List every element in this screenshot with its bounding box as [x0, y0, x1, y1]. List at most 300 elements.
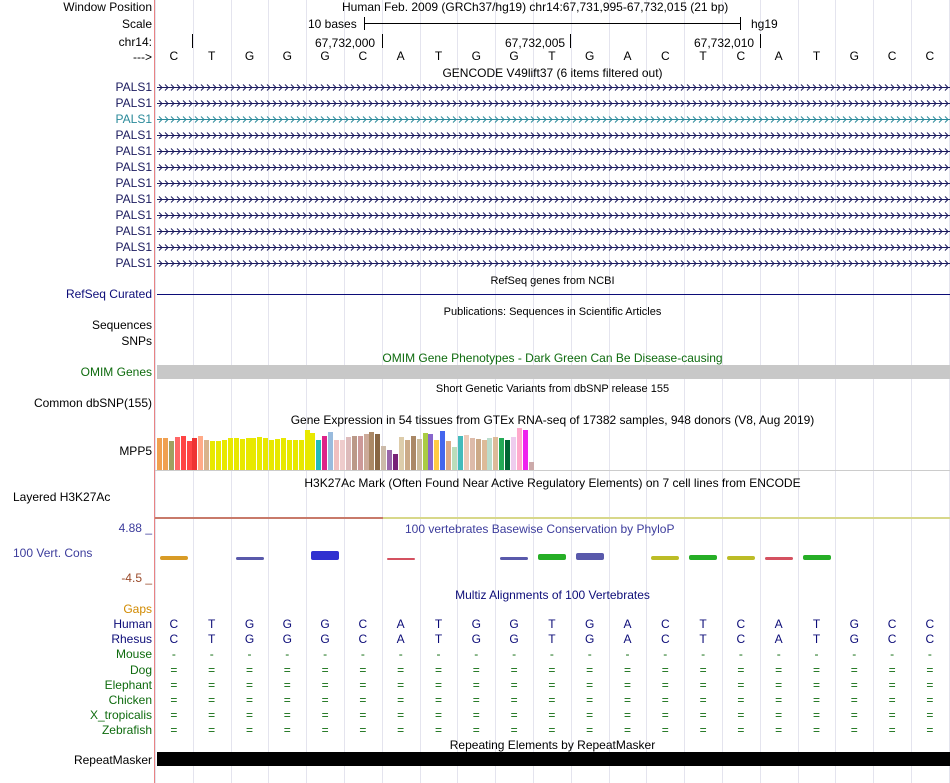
multiz-species-label[interactable]: X_tropicalis: [89, 708, 152, 723]
multiz-alignment-base: =: [850, 677, 858, 692]
multiz-alignment-base: =: [245, 693, 253, 707]
multiz-alignment-base: C: [925, 617, 935, 631]
layered-h3k27ac-label[interactable]: Layered H3K27Ac: [13, 490, 111, 504]
multiz-alignment-base: T: [699, 617, 707, 631]
gtex-tissue-bar[interactable]: [305, 430, 310, 470]
multiz-alignment-base: C: [358, 632, 368, 647]
gtex-tissue-bar[interactable]: [169, 441, 174, 470]
gtex-tissue-bar[interactable]: [175, 437, 180, 470]
multiz-alignment-base: =: [737, 693, 745, 707]
multiz-alignment-base: =: [321, 723, 329, 738]
multiz-alignment-base: C: [660, 632, 670, 647]
gencode-transcript-label[interactable]: PALS1: [115, 80, 152, 94]
multiz-alignment-base: =: [208, 693, 216, 707]
multiz-alignment-base: G: [471, 632, 481, 647]
multiz-alignment-base: G: [585, 617, 595, 631]
window-position-label: Window Position: [63, 0, 152, 14]
gtex-tissue-bar[interactable]: [387, 450, 392, 470]
multiz-alignment-base: =: [586, 662, 594, 677]
gtex-tissue-bar[interactable]: [187, 441, 192, 470]
gtex-tissue-bar[interactable]: [428, 434, 433, 470]
sequence-base: A: [396, 49, 405, 63]
scale-bar-left-tick: [364, 17, 365, 30]
multiz-alignment-base: A: [623, 617, 632, 631]
multiz-alignment-base: =: [586, 693, 594, 707]
multiz-alignment-base: =: [850, 693, 858, 707]
multiz-alignment-base: =: [170, 723, 178, 738]
multiz-alignment-base: A: [396, 617, 405, 631]
sequence-base: T: [208, 49, 216, 63]
gencode-transcript-line[interactable]: [157, 195, 950, 204]
multiz-alignment-base: -: [701, 647, 706, 662]
gtex-tissue-bar[interactable]: [216, 441, 221, 470]
sequence-base: C: [169, 49, 179, 63]
multiz-alignment-base: -: [474, 647, 479, 662]
phylop-conservation-mark: [765, 557, 793, 560]
gtex-tissue-bar[interactable]: [369, 432, 374, 470]
multiz-gaps-label[interactable]: Gaps: [123, 602, 152, 616]
position-tick-3: [760, 34, 761, 48]
gtex-tissue-bar[interactable]: [446, 441, 451, 470]
assembly-db-text: hg19: [751, 17, 778, 31]
omim-title: OMIM Gene Phenotypes - Dark Green Can Be Disease-causing: [382, 351, 723, 365]
multiz-alignment-base: =: [208, 677, 216, 692]
gtex-tissue-bar[interactable]: [470, 438, 475, 470]
repeatmasker-label[interactable]: RepeatMasker: [73, 753, 152, 767]
phylop-conservation-mark: [727, 556, 755, 560]
phylop-ymax-label: 4.88 _: [118, 521, 152, 535]
phylop-conservation-mark: [311, 551, 339, 560]
multiz-alignment-base: =: [397, 723, 405, 738]
gtex-tissue-bar[interactable]: [440, 431, 445, 470]
omim-feature-bar[interactable]: [157, 365, 950, 379]
sequence-base: G: [320, 49, 330, 63]
gtex-tissue-bar[interactable]: [393, 454, 398, 470]
multiz-alignment-base: =: [623, 708, 631, 723]
gtex-tissue-bar[interactable]: [251, 438, 256, 470]
multiz-alignment-base: =: [661, 677, 669, 692]
gtex-tissue-bar[interactable]: [157, 438, 162, 470]
gtex-tissue-bar[interactable]: [293, 440, 298, 470]
multiz-alignment-base: T: [548, 632, 556, 647]
multiz-alignment-base: -: [927, 647, 932, 662]
gtex-tissue-bar[interactable]: [346, 437, 351, 470]
multiz-alignment-base: =: [283, 693, 291, 707]
gencode-transcript-line[interactable]: [157, 227, 950, 236]
phylop-conservation-mark: [803, 555, 831, 560]
gencode-transcript-label[interactable]: PALS1: [115, 96, 152, 110]
sequence-base: A: [774, 49, 783, 63]
multiz-alignment-base: -: [360, 647, 365, 662]
publications-snps-label[interactable]: SNPs: [121, 334, 152, 348]
gencode-transcript-line[interactable]: [157, 163, 950, 172]
scale-label: Scale: [121, 17, 152, 31]
multiz-species-label[interactable]: Elephant: [104, 677, 152, 692]
multiz-alignment-base: =: [548, 708, 556, 723]
phylop-ymin-label: -4.5 _: [121, 571, 152, 585]
gencode-transcript-label[interactable]: PALS1: [115, 192, 152, 206]
gtex-tissue-bar[interactable]: [281, 438, 286, 470]
multiz-alignment-base: =: [926, 693, 934, 707]
phylop-conservation-mark: [387, 558, 415, 560]
gtex-tissue-bar[interactable]: [263, 438, 268, 470]
gtex-tissue-bar[interactable]: [458, 436, 463, 470]
multiz-title: Multiz Alignments of 100 Vertebrates: [455, 588, 650, 602]
gencode-transcript-label[interactable]: PALS1: [115, 208, 152, 222]
multiz-alignment-base: =: [359, 693, 367, 707]
refseq-curated-label[interactable]: RefSeq Curated: [65, 287, 152, 301]
gtex-tissue-bar[interactable]: [505, 440, 510, 470]
gtex-tissue-bar[interactable]: [240, 439, 245, 470]
gtex-tissue-bar[interactable]: [163, 438, 168, 470]
gencode-transcript-line[interactable]: [157, 131, 950, 140]
gtex-tissue-bar[interactable]: [352, 436, 357, 470]
multiz-alignment-base: C: [169, 617, 179, 631]
tracks-area[interactable]: [155, 0, 950, 783]
gtex-tissue-bar[interactable]: [381, 446, 386, 470]
gtex-gene-label[interactable]: MPP5: [119, 444, 152, 458]
multiz-alignment-base: T: [812, 617, 821, 631]
multiz-alignment-base: G: [585, 632, 595, 647]
multiz-alignment-base: C: [925, 632, 935, 647]
h3k27ac-title: H3K27Ac Mark (Often Found Near Active Regulatory Elements) on 7 cell lines from ENCODE: [304, 476, 801, 490]
multiz-alignment-base: =: [245, 662, 253, 677]
multiz-alignment-base: =: [170, 708, 178, 723]
sequence-base: T: [699, 49, 707, 63]
sequence-base: C: [736, 49, 746, 63]
dbsnp-title: Short Genetic Variants from dbSNP release 155: [435, 383, 670, 395]
multiz-alignment-base: =: [812, 708, 820, 723]
gencode-transcript-label[interactable]: PALS1: [115, 224, 152, 238]
gencode-transcript-label[interactable]: PALS1: [115, 144, 152, 158]
multiz-alignment-base: =: [926, 677, 934, 692]
gtex-tissue-bar[interactable]: [228, 438, 233, 470]
gtex-tissue-bar[interactable]: [364, 434, 369, 470]
gtex-tissue-bar[interactable]: [399, 437, 404, 470]
gtex-tissue-bar[interactable]: [246, 438, 251, 470]
multiz-alignment-base: -: [814, 647, 819, 662]
gtex-tissue-bar[interactable]: [310, 433, 315, 470]
gencode-transcript-line[interactable]: [157, 243, 950, 252]
gtex-tissue-bar[interactable]: [222, 440, 227, 470]
h3k27ac-signal-yellow[interactable]: [383, 517, 950, 519]
phylop-conservation-mark: [236, 557, 264, 560]
multiz-alignment-base: =: [208, 708, 216, 723]
gencode-title: GENCODE V49lift37 (6 items filtered out): [442, 66, 663, 80]
refseq-gene-line[interactable]: [157, 294, 950, 295]
phylop-track-label[interactable]: 100 Vert. Cons: [13, 546, 93, 560]
multiz-alignment-base: G: [282, 617, 292, 631]
multiz-alignment-base: -: [738, 647, 743, 662]
multiz-alignment-base: =: [888, 677, 896, 692]
gtex-tissue-bar[interactable]: [517, 428, 522, 470]
gencode-transcript-line[interactable]: [157, 99, 950, 108]
gtex-tissue-bar[interactable]: [340, 440, 345, 470]
multiz-alignment-base: =: [548, 662, 556, 677]
omim-genes-label[interactable]: OMIM Genes: [80, 365, 152, 379]
multiz-alignment-base: =: [208, 662, 216, 677]
repeatmasker-title: Repeating Elements by RepeatMasker: [449, 738, 656, 752]
sequence-base: G: [585, 49, 595, 63]
gtex-tissue-bar[interactable]: [529, 462, 534, 470]
h3k27ac-signal-red[interactable]: [155, 517, 383, 519]
gencode-transcript-line[interactable]: [157, 259, 950, 268]
multiz-alignment-base: =: [586, 708, 594, 723]
sequence-base: G: [471, 49, 481, 63]
position-tick-1: [382, 34, 383, 48]
multiz-alignment-base: -: [436, 647, 441, 662]
phylop-conservation-mark: [500, 557, 528, 560]
multiz-alignment-base: =: [283, 723, 291, 738]
sequence-base: C: [660, 49, 670, 63]
gtex-tissue-bar[interactable]: [234, 438, 239, 470]
gtex-tissue-bar[interactable]: [493, 437, 498, 470]
multiz-alignment-base: =: [888, 723, 896, 738]
multiz-alignment-base: A: [623, 632, 632, 647]
gtex-tissue-bar[interactable]: [375, 434, 380, 470]
publications-title: Publications: Sequences in Scientific Articles: [443, 306, 662, 318]
multiz-alignment-base: =: [926, 662, 934, 677]
sequence-base: T: [812, 49, 821, 63]
multiz-alignment-base: =: [359, 662, 367, 677]
multiz-alignment-base: T: [208, 632, 216, 647]
gtex-tissue-bar[interactable]: [257, 437, 262, 470]
sequence-base: C: [358, 49, 368, 63]
common-dbsnp-label[interactable]: Common dbSNP(155): [33, 396, 152, 410]
multiz-alignment-base: -: [776, 647, 781, 662]
sequence-base: C: [887, 49, 897, 63]
gencode-transcript-label[interactable]: PALS1: [115, 256, 152, 270]
multiz-alignment-base: C: [358, 617, 368, 631]
multiz-alignment-base: -: [852, 647, 857, 662]
multiz-alignment-base: G: [244, 632, 255, 647]
multiz-alignment-base: =: [321, 677, 329, 692]
gencode-transcript-label[interactable]: PALS1: [115, 160, 152, 174]
gtex-tissue-bar[interactable]: [452, 447, 457, 470]
multiz-species-label[interactable]: Dog: [129, 662, 152, 677]
multiz-alignment-base: C: [736, 617, 746, 631]
sequence-base: A: [623, 49, 632, 63]
gtex-title: Gene Expression in 54 tissues from GTEx RNA-seq of 17382 samples, 948 donors (V8, Aug 2019): [290, 413, 815, 427]
multiz-alignment-base: =: [472, 677, 480, 692]
multiz-alignment-base: =: [434, 662, 442, 677]
multiz-alignment-base: =: [472, 662, 480, 677]
multiz-alignment-base: =: [926, 723, 934, 738]
gtex-tissue-bar[interactable]: [358, 436, 363, 470]
multiz-alignment-base: C: [887, 617, 897, 631]
multiz-alignment-base: A: [774, 632, 783, 647]
gencode-transcript-label[interactable]: PALS1: [115, 176, 152, 190]
multiz-alignment-base: G: [320, 632, 330, 647]
gtex-tissue-bar[interactable]: [210, 441, 215, 470]
phylop-conservation-mark: [689, 555, 717, 560]
scale-bar-right-tick: [740, 17, 741, 30]
multiz-alignment-base: =: [434, 693, 442, 707]
multiz-alignment-base: =: [321, 693, 329, 707]
position-label-1: 67,732,000: [315, 36, 376, 50]
multiz-alignment-base: =: [472, 693, 480, 707]
gtex-tissue-bar[interactable]: [511, 437, 516, 470]
multiz-species-label[interactable]: Chicken: [108, 693, 152, 707]
multiz-alignment-base: =: [434, 708, 442, 723]
multiz-alignment-base: -: [625, 647, 630, 662]
multiz-alignment-base: =: [661, 708, 669, 723]
gencode-transcript-line[interactable]: [157, 211, 950, 220]
gtex-tissue-bar[interactable]: [192, 438, 197, 470]
multiz-alignment-base: -: [512, 647, 517, 662]
multiz-alignment-base: =: [397, 662, 405, 677]
gtex-tissue-bar[interactable]: [434, 440, 439, 470]
multiz-species-label[interactable]: Human: [113, 617, 152, 631]
gtex-tissue-bar[interactable]: [198, 436, 203, 470]
multiz-alignment-base: =: [699, 723, 707, 738]
gtex-tissue-bar[interactable]: [322, 436, 327, 470]
gtex-tissue-bar[interactable]: [328, 432, 333, 470]
gencode-transcript-label[interactable]: PALS1: [115, 240, 152, 254]
gtex-tissue-bar[interactable]: [417, 439, 422, 470]
gtex-tissue-bar[interactable]: [482, 440, 487, 470]
gencode-transcript-line[interactable]: [157, 83, 950, 92]
gtex-expression-chart[interactable]: [157, 428, 537, 470]
multiz-alignment-base: =: [510, 708, 518, 723]
sequence-base: G: [849, 49, 859, 63]
gtex-tissue-bar[interactable]: [464, 435, 469, 470]
multiz-alignment-base: =: [737, 677, 745, 692]
multiz-alignment-base: =: [850, 723, 858, 738]
gencode-transcript-label[interactable]: PALS1: [115, 112, 152, 126]
gtex-tissue-bar[interactable]: [334, 440, 339, 470]
multiz-alignment-base: =: [775, 723, 783, 738]
strand-arrow-label: --->: [133, 50, 152, 64]
multiz-alignment-base: =: [699, 708, 707, 723]
multiz-alignment-base: =: [472, 708, 480, 723]
multiz-alignment-base: =: [775, 662, 783, 677]
multiz-alignment-base: =: [699, 677, 707, 692]
multiz-alignment-base: =: [359, 677, 367, 692]
gencode-transcript-label[interactable]: PALS1: [115, 128, 152, 142]
sequence-base: T: [434, 49, 443, 63]
multiz-alignment-base: =: [359, 708, 367, 723]
multiz-alignment-base: =: [245, 708, 253, 723]
multiz-alignment-base: =: [434, 723, 442, 738]
gtex-tissue-bar[interactable]: [423, 433, 428, 470]
multiz-alignment-base: -: [323, 647, 328, 662]
multiz-alignment-base: -: [209, 647, 214, 662]
multiz-alignment-base: =: [397, 677, 405, 692]
position-tick-2: [570, 34, 571, 48]
phylop-conservation-mark: [651, 556, 679, 560]
gtex-tissue-bar[interactable]: [269, 440, 274, 470]
multiz-alignment-base: =: [737, 662, 745, 677]
multiz-species-label[interactable]: Mouse: [115, 647, 152, 662]
gencode-transcript-line[interactable]: [157, 179, 950, 188]
track-label-column: [0, 0, 152, 783]
gtex-tissue-bar[interactable]: [523, 430, 528, 470]
sequence-base: G: [509, 49, 519, 63]
multiz-alignment-base: =: [812, 677, 820, 692]
multiz-species-label[interactable]: Rhesus: [111, 632, 152, 647]
gtex-tissue-bar[interactable]: [476, 439, 481, 470]
multiz-alignment-base: G: [282, 632, 292, 647]
gtex-tissue-bar[interactable]: [411, 436, 416, 470]
chrom-label: chr14:: [118, 35, 152, 49]
gtex-tissue-bar[interactable]: [299, 440, 304, 470]
multiz-alignment-base: C: [736, 632, 746, 647]
gtex-tissue-bar[interactable]: [181, 436, 186, 470]
multiz-alignment-base: =: [623, 662, 631, 677]
multiz-alignment-base: =: [812, 662, 820, 677]
multiz-alignment-base: =: [623, 677, 631, 692]
multiz-alignment-base: =: [283, 677, 291, 692]
gencode-transcript-line[interactable]: [157, 147, 950, 156]
multiz-alignment-base: T: [208, 617, 216, 631]
multiz-alignment-base: =: [321, 662, 329, 677]
repeatmasker-feature-bar[interactable]: [157, 752, 950, 766]
multiz-alignment-base: T: [434, 617, 443, 631]
multiz-alignment-base: =: [737, 708, 745, 723]
multiz-alignment-base: A: [774, 617, 783, 631]
multiz-alignment-base: =: [321, 708, 329, 723]
multiz-alignment-base: =: [737, 723, 745, 738]
publications-sequences-label[interactable]: Sequences: [91, 318, 152, 332]
gtex-tissue-bar[interactable]: [487, 438, 492, 470]
multiz-alignment-base: -: [663, 647, 668, 662]
gtex-tissue-bar[interactable]: [499, 438, 504, 470]
multiz-alignment-base: =: [888, 708, 896, 723]
gtex-tissue-bar[interactable]: [405, 440, 410, 470]
sequence-base: C: [925, 49, 935, 63]
multiz-alignment-base: =: [548, 677, 556, 692]
gtex-tissue-bar[interactable]: [316, 440, 321, 470]
multiz-alignment-base: =: [548, 693, 556, 707]
multiz-alignment-base: =: [208, 723, 216, 738]
multiz-alignment-base: =: [510, 662, 518, 677]
multiz-alignment-base: T: [548, 617, 556, 631]
multiz-species-label[interactable]: Zebrafish: [101, 723, 152, 738]
multiz-alignment-base: =: [661, 662, 669, 677]
gtex-tissue-bar[interactable]: [204, 440, 209, 470]
multiz-alignment-base: =: [699, 662, 707, 677]
multiz-alignment-base: G: [244, 617, 255, 631]
multiz-alignment-base: T: [699, 632, 707, 647]
scale-bar: [364, 23, 741, 24]
multiz-alignment-base: =: [510, 723, 518, 738]
gtex-tissue-bar[interactable]: [287, 440, 292, 470]
multiz-alignment-base: A: [396, 632, 405, 647]
multiz-alignment-base: G: [320, 617, 330, 631]
gtex-baseline: [155, 470, 950, 471]
multiz-alignment-base: =: [850, 662, 858, 677]
gtex-tissue-bar[interactable]: [275, 439, 280, 470]
multiz-alignment-base: =: [850, 708, 858, 723]
multiz-alignment-base: -: [247, 647, 252, 662]
multiz-alignment-base: G: [509, 632, 519, 647]
refseq-title: RefSeq genes from NCBI: [490, 275, 615, 287]
scale-bases-text: 10 bases: [308, 17, 357, 31]
multiz-alignment-base: =: [397, 693, 405, 707]
multiz-alignment-base: =: [623, 693, 631, 707]
multiz-alignment-base: =: [245, 677, 253, 692]
multiz-alignment-base: =: [472, 723, 480, 738]
gencode-transcript-line[interactable]: [157, 115, 950, 124]
multiz-alignment-base: =: [888, 693, 896, 707]
sequence-base: T: [548, 49, 556, 63]
multiz-alignment-base: =: [812, 693, 820, 707]
multiz-alignment-base: =: [699, 693, 707, 707]
phylop-title: 100 vertebrates Basewise Conservation by PhyloP: [405, 522, 675, 536]
multiz-alignment-base: =: [170, 662, 178, 677]
multiz-alignment-base: =: [586, 677, 594, 692]
